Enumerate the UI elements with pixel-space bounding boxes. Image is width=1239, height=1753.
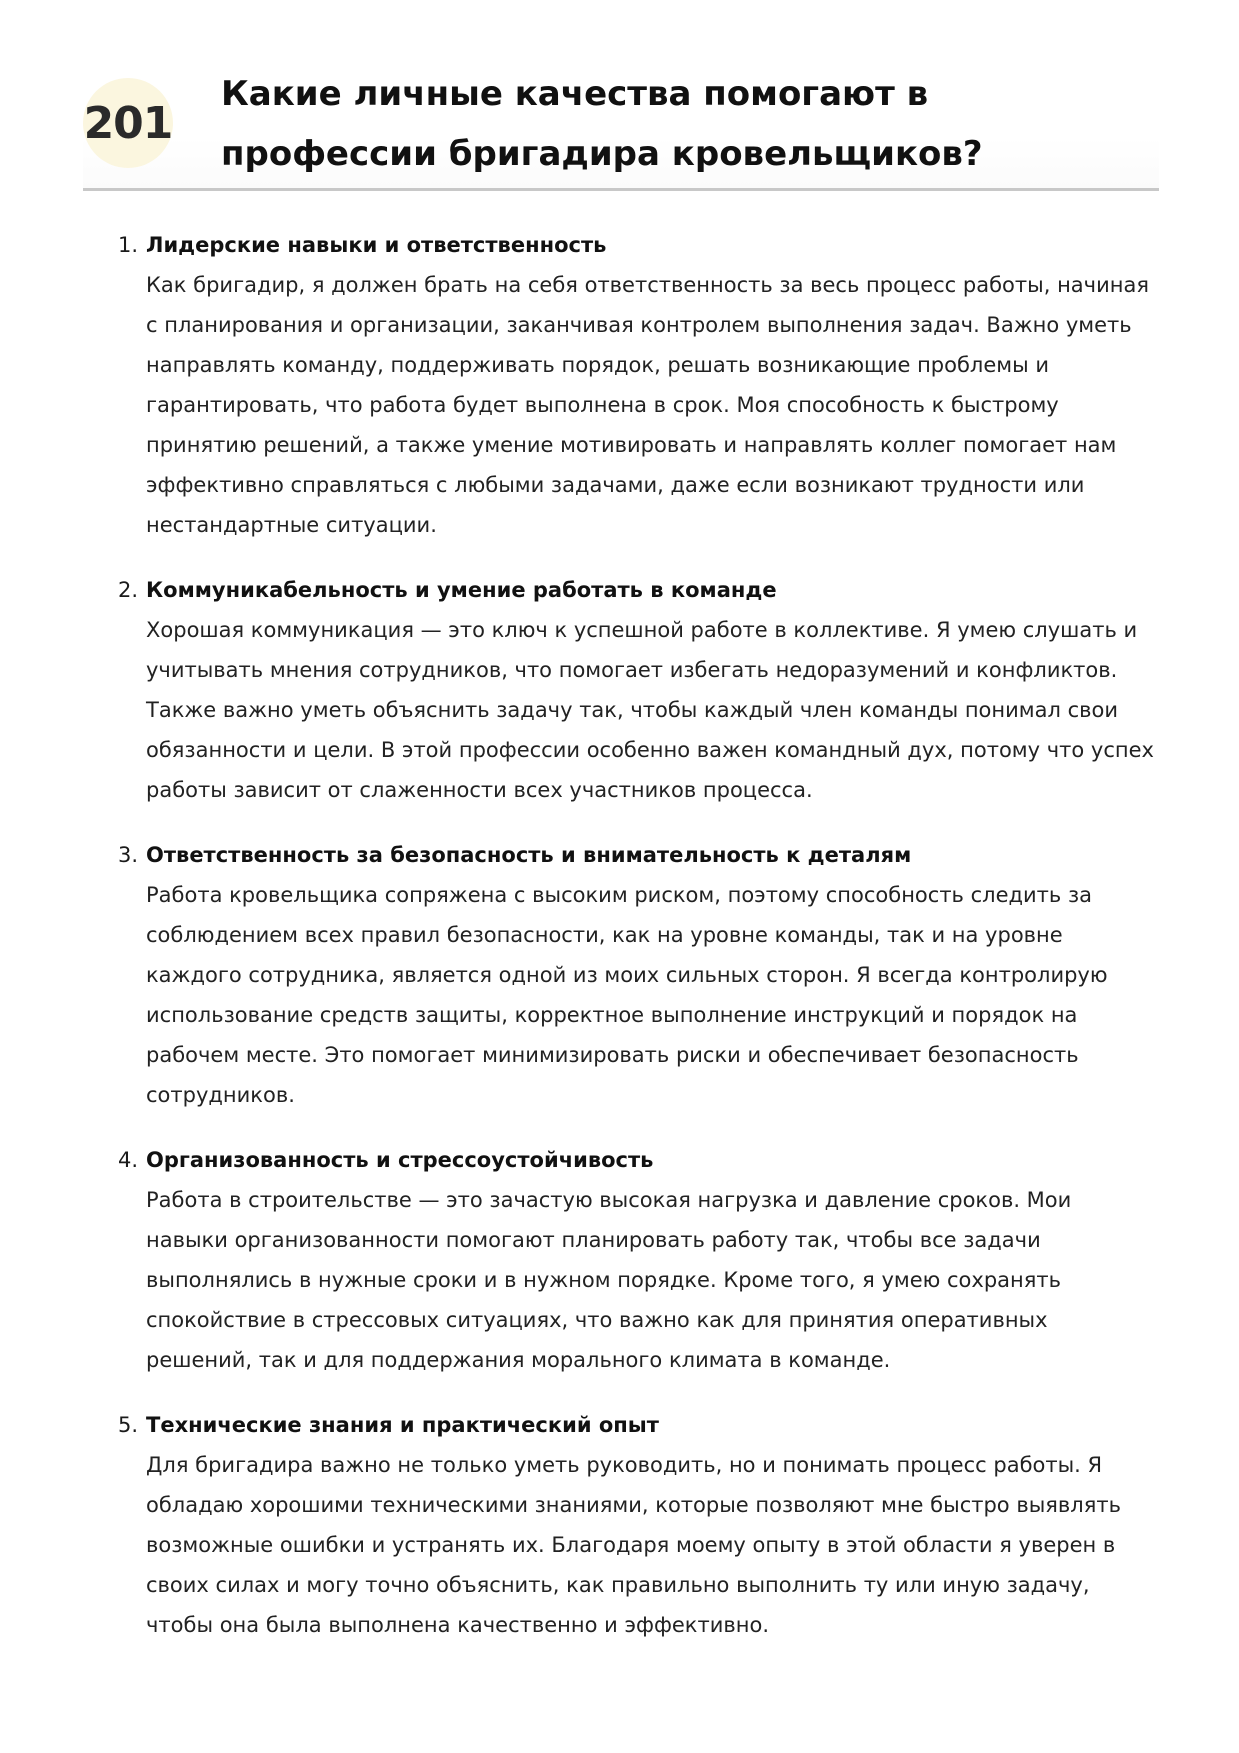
- list-item: [118, 835, 1158, 1115]
- page-title: Какие личные качества помогают в профессии бригадира кровельщиков?: [221, 74, 983, 174]
- list-item-text: Хорошая коммуникация — это ключ к успешной работе в коллективе. Я умею слушать и учитывать мнения сотрудников, что помогает избегать недоразумений и конфликтов. Также важно уметь объяснить задачу так, чтобы каждый член команды понимал свои обязанности и цели. В этой профессии особенно важен командный дух, потому что успех работы зависит от слаженности всех участников процесса.: [146, 618, 1154, 802]
- list-item: [118, 1140, 1158, 1380]
- list-item-heading: Организованность и стрессоустойчивость: [146, 1148, 654, 1172]
- list-item-number: 3.: [118, 843, 139, 867]
- list-item: [118, 225, 1158, 545]
- list-item-number: 1.: [118, 233, 139, 257]
- answer-content: [118, 225, 1158, 1670]
- list-item-heading: Лидерские навыки и ответственность: [146, 233, 607, 257]
- list-item: [118, 1405, 1158, 1645]
- list-item: [118, 570, 1158, 810]
- page-header: [83, 60, 1159, 191]
- list-item-text: Как бригадир, я должен брать на себя ответственность за весь процесс работы, начиная с планирования и организации, заканчивая контролем выполнения задач. Важно уметь направлять команду, поддерживать порядок, решать возникающие проблемы и гарантировать, что работа будет выполнена в срок. Моя способность к быстрому принятию решений, а также умение мотивировать и направлять коллег помогает нам эффективно справляться с любыми задачами, даже если возникают трудности или нестандартные ситуации.: [146, 273, 1149, 537]
- qualities-list: [118, 225, 1158, 1645]
- list-item-number: 4.: [118, 1148, 139, 1172]
- list-item-number: 5.: [118, 1413, 139, 1437]
- list-item-text: Для бригадира важно не только уметь руководить, но и понимать процесс работы. Я обладаю хорошими техническими знаниями, которые позволяют мне быстро выявлять возможные ошибки и устранять их. Благодаря моему опыту в этой области я уверен в своих силах и могу точно объяснить, как правильно выполнить ту или иную задачу, чтобы она была выполнена качественно и эффективно.: [146, 1453, 1121, 1637]
- question-number-badge: 201: [83, 78, 173, 168]
- list-item-text: Работа в строительстве — это зачастую высокая нагрузка и давление сроков. Мои навыки организованности помогают планировать работу так, чтобы все задачи выполнялись в нужные сроки и в нужном порядке. Кроме того, я умею сохранять спокойствие в стрессовых ситуациях, что важно как для принятия оперативных решений, так и для поддержания морального климата в команде.: [146, 1188, 1072, 1372]
- list-item-heading: Технические знания и практический опыт: [146, 1413, 659, 1437]
- list-item-number: 2.: [118, 578, 139, 602]
- list-item-text: Работа кровельщика сопряжена с высоким риском, поэтому способность следить за соблюдением всех правил безопасности, как на уровне команды, так и на уровне каждого сотрудника, является одной из моих сильных сторон. Я всегда контролирую использование средств защиты, корректное выполнение инструкций и порядок на рабочем месте. Это помогает минимизировать риски и обеспечивает безопасность сотрудников.: [146, 883, 1108, 1107]
- list-item-heading: Ответственность за безопасность и внимательность к деталям: [146, 843, 912, 867]
- list-item-heading: Коммуникабельность и умение работать в команде: [146, 578, 777, 602]
